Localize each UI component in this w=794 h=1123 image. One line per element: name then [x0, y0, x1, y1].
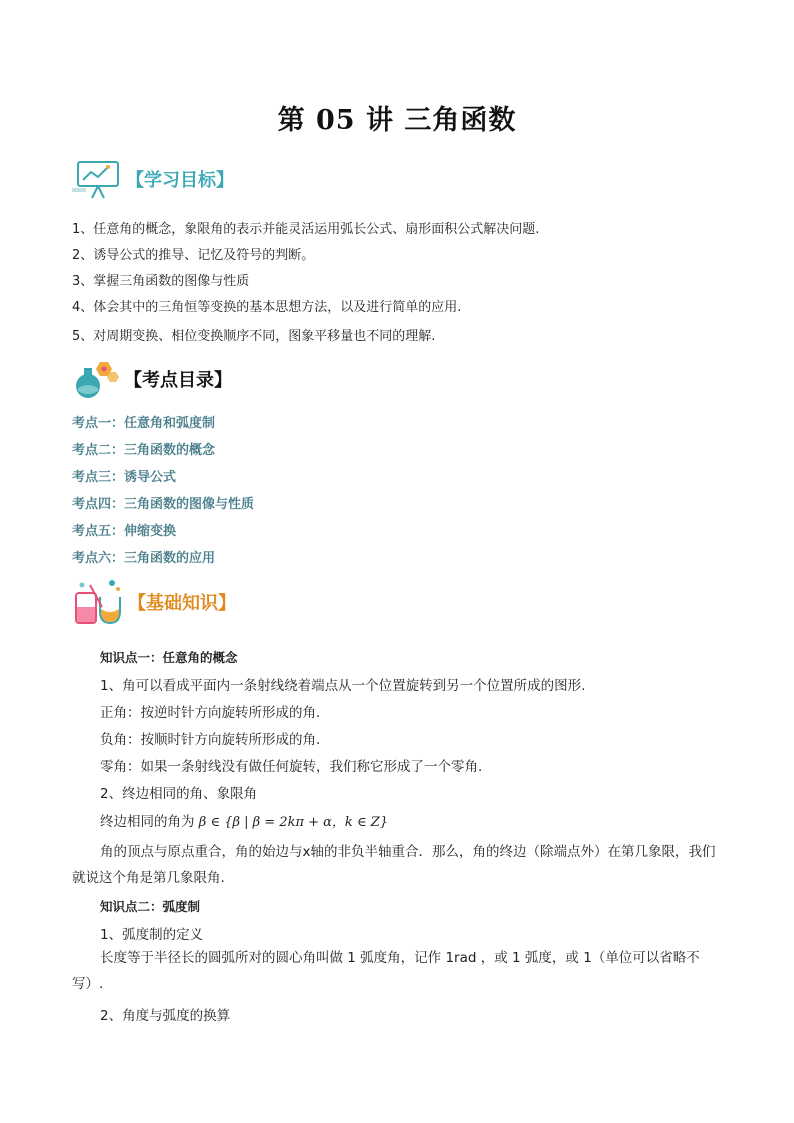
goal-item: 5、对周期变换、相位变换顺序不同，图象平移量也不同的理解. [72, 329, 436, 344]
coterminal-prefix: 终边相同的角为 [100, 814, 195, 830]
goal-item: 4、体会其中的三角恒等变换的基本思想方法，以及进行简单的应用. [72, 300, 462, 315]
goal-item: 3、掌握三角函数的图像与性质 [72, 274, 250, 289]
kp1-line: 负角：按顺时针方向旋转所形成的角. [100, 732, 321, 748]
kp1-title: 知识点一：任意角的概念 [100, 650, 238, 665]
flask-honeycomb-icon [72, 358, 122, 400]
kp2-line: 1、弧度制的定义 [100, 927, 204, 943]
beaker-icon [72, 577, 126, 627]
toc-item[interactable]: 考点四：三角函数的图像与性质 [72, 497, 255, 512]
goal-item: 1、任意角的概念，象限角的表示并能灵活运用弧长公式、扇形面积公式解决问题. [72, 222, 540, 237]
presentation-board-icon [72, 158, 124, 200]
radian-paragraph [72, 945, 722, 997]
toc-item[interactable]: 考点二：三角函数的概念 [72, 443, 216, 458]
basics-heading: 【基础知识】 [128, 593, 236, 614]
toc-item[interactable]: 考点五：伸缩变换 [72, 524, 177, 539]
toc-item[interactable]: 考点一：任意角和弧度制 [72, 416, 216, 431]
toc-item[interactable]: 考点六：三角函数的应用 [72, 551, 216, 566]
quadrant-paragraph [72, 839, 722, 891]
kp2-title: 知识点二：弧度制 [100, 899, 201, 914]
toc-heading: 【考点目录】 [124, 370, 232, 391]
coterminal-formula: β ∈ {β | β = 2kπ + α，k ∈ Z} [198, 815, 389, 830]
basics-header [72, 577, 236, 627]
goal-item: 2、诱导公式的推导、记忆及符号的判断。 [72, 248, 315, 263]
coterminal-line [100, 810, 388, 830]
quadrant-text: 角的顶点与原点重合，角的始边与x轴的非负半轴重合．那么，角的终边（除端点外）在第几象限，我们就说这个角是第几象限角. [72, 844, 716, 886]
toc-header [72, 358, 232, 400]
kp1-line: 2、终边相同的角、象限角 [100, 786, 258, 802]
toc-item[interactable]: 考点三：诱导公式 [72, 470, 177, 485]
goals-heading: 【学习目标】 [126, 170, 234, 191]
kp2-line: 2、角度与弧度的换算 [100, 1008, 231, 1024]
kp1-line: 1、角可以看成平面内一条射线绕着端点从一个位置旋转到另一个位置所成的图形. [100, 678, 586, 694]
radian-text: 长度等于半径长的圆弧所对的圆心角叫做 1 弧度角，记作 1rad ，或 1 弧度，或 1（单位可以省略不写）. [72, 950, 700, 992]
kp1-line: 零角：如果一条射线没有做任何旋转，我们称它形成了一个零角. [100, 759, 483, 775]
goals-header [72, 158, 234, 200]
page-title: 第 05 讲 三角函数 [277, 105, 517, 136]
kp1-line: 正角：按逆时针方向旋转所形成的角. [100, 705, 321, 721]
